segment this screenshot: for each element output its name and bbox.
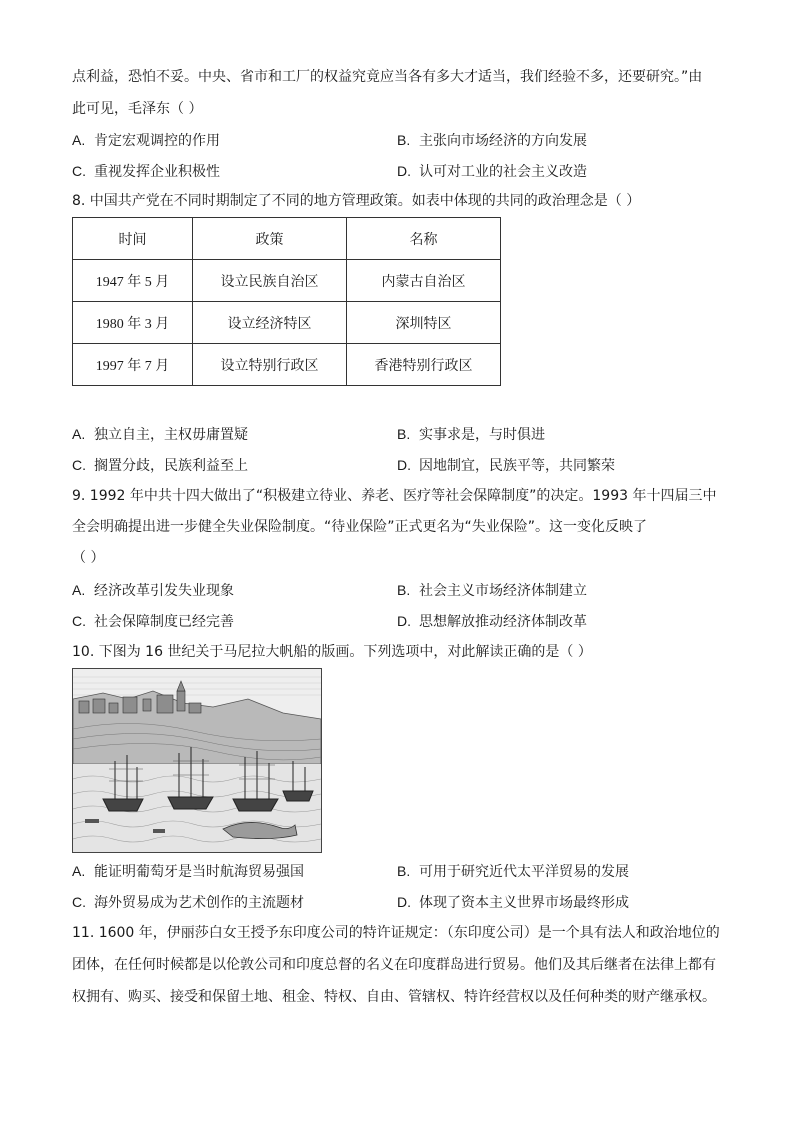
galleon-engraving-drawing xyxy=(73,669,321,852)
table-cell: 香港特别行政区 xyxy=(347,344,501,386)
q9-option-c[interactable]: C. 社会保障制度已经完善 xyxy=(72,613,234,630)
q7-option-a[interactable]: A. 肯定宏观调控的作用 xyxy=(72,132,220,149)
q7-stem-line1: 点利益，恐怕不妥。中央、省市和工厂的权益究竟应当各有多大才适当，我们经验不多，还要研究。”由 xyxy=(72,69,703,85)
q11-stem-line3: 权拥有、购买、接受和保留土地、租金、特权、自由、管辖权、特许经营权以及任何种类的财产继承权。 xyxy=(72,989,716,1005)
galleon-engraving-image xyxy=(72,668,322,853)
table-header-policy: 政策 xyxy=(193,218,347,260)
table-cell: 内蒙古自治区 xyxy=(347,260,501,302)
q9-stem-line1: 9. 1992 年中共十四大做出了“积极建立待业、养老、医疗等社会保障制度”的决定。1993 年十四届三中 xyxy=(72,488,717,504)
table-cell: 设立特别行政区 xyxy=(193,344,347,386)
q10-option-c[interactable]: C. 海外贸易成为艺术创作的主流题材 xyxy=(72,894,304,911)
q11-stem-line2: 团体，在任何时候都是以伦敦公司和印度总督的名义在印度群岛进行贸易。他们及其后继者在法律上都有 xyxy=(72,957,716,973)
q8-option-b[interactable]: B. 实事求是，与时俱进 xyxy=(397,426,545,443)
table-cell: 1947 年 5 月 xyxy=(73,260,193,302)
table-cell: 设立经济特区 xyxy=(193,302,347,344)
table-header-time: 时间 xyxy=(73,218,193,260)
policy-table xyxy=(72,217,501,386)
q9-option-d[interactable]: D. 思想解放推动经济体制改革 xyxy=(397,613,587,630)
q10-option-d[interactable]: D. 体现了资本主义世界市场最终形成 xyxy=(397,894,629,911)
q9-stem-line2: 全会明确提出进一步健全失业保险制度。“待业保险”正式更名为“失业保险”。这一变化反映了 xyxy=(72,519,648,535)
table-cell: 深圳特区 xyxy=(347,302,501,344)
q9-option-a[interactable]: A. 经济改革引发失业现象 xyxy=(72,582,234,599)
table-cell: 设立民族自治区 xyxy=(193,260,347,302)
table-cell: 1980 年 3 月 xyxy=(73,302,193,344)
q7-option-b[interactable]: B. 主张向市场经济的方向发展 xyxy=(397,132,587,149)
q8-option-c[interactable]: C. 搁置分歧，民族利益至上 xyxy=(72,457,248,474)
q7-option-c[interactable]: C. 重视发挥企业积极性 xyxy=(72,163,220,180)
q9-option-b[interactable]: B. 社会主义市场经济体制建立 xyxy=(397,582,587,599)
table-header-row xyxy=(73,218,501,260)
table-header-name: 名称 xyxy=(347,218,501,260)
q7-option-d[interactable]: D. 认可对工业的社会主义改造 xyxy=(397,163,587,180)
q9-stem-line3: （ ） xyxy=(72,550,105,566)
table-cell: 1997 年 7 月 xyxy=(73,344,193,386)
q7-stem-line2: 此可见，毛泽东（ ） xyxy=(72,101,203,117)
q8-option-d[interactable]: D. 因地制宜，民族平等，共同繁荣 xyxy=(397,457,615,474)
q10-option-b[interactable]: B. 可用于研究近代太平洋贸易的发展 xyxy=(397,863,629,880)
table-row xyxy=(73,344,501,386)
table-row xyxy=(73,260,501,302)
q10-stem: 10. 下图为 16 世纪关于马尼拉大帆船的版画。下列选项中，对此解读正确的是（ ） xyxy=(72,644,592,660)
q8-option-a[interactable]: A. 独立自主，主权毋庸置疑 xyxy=(72,426,248,443)
q11-stem-line1: 11. 1600 年，伊丽莎白女王授予东印度公司的特许证规定：（东印度公司）是一个具有法人和政治地位的 xyxy=(72,925,720,941)
q10-option-a[interactable]: A. 能证明葡萄牙是当时航海贸易强国 xyxy=(72,863,304,880)
q8-stem: 8. 中国共产党在不同时期制定了不同的地方管理政策。如表中体现的共同的政治理念是（ ） xyxy=(72,193,641,209)
table-row xyxy=(73,302,501,344)
